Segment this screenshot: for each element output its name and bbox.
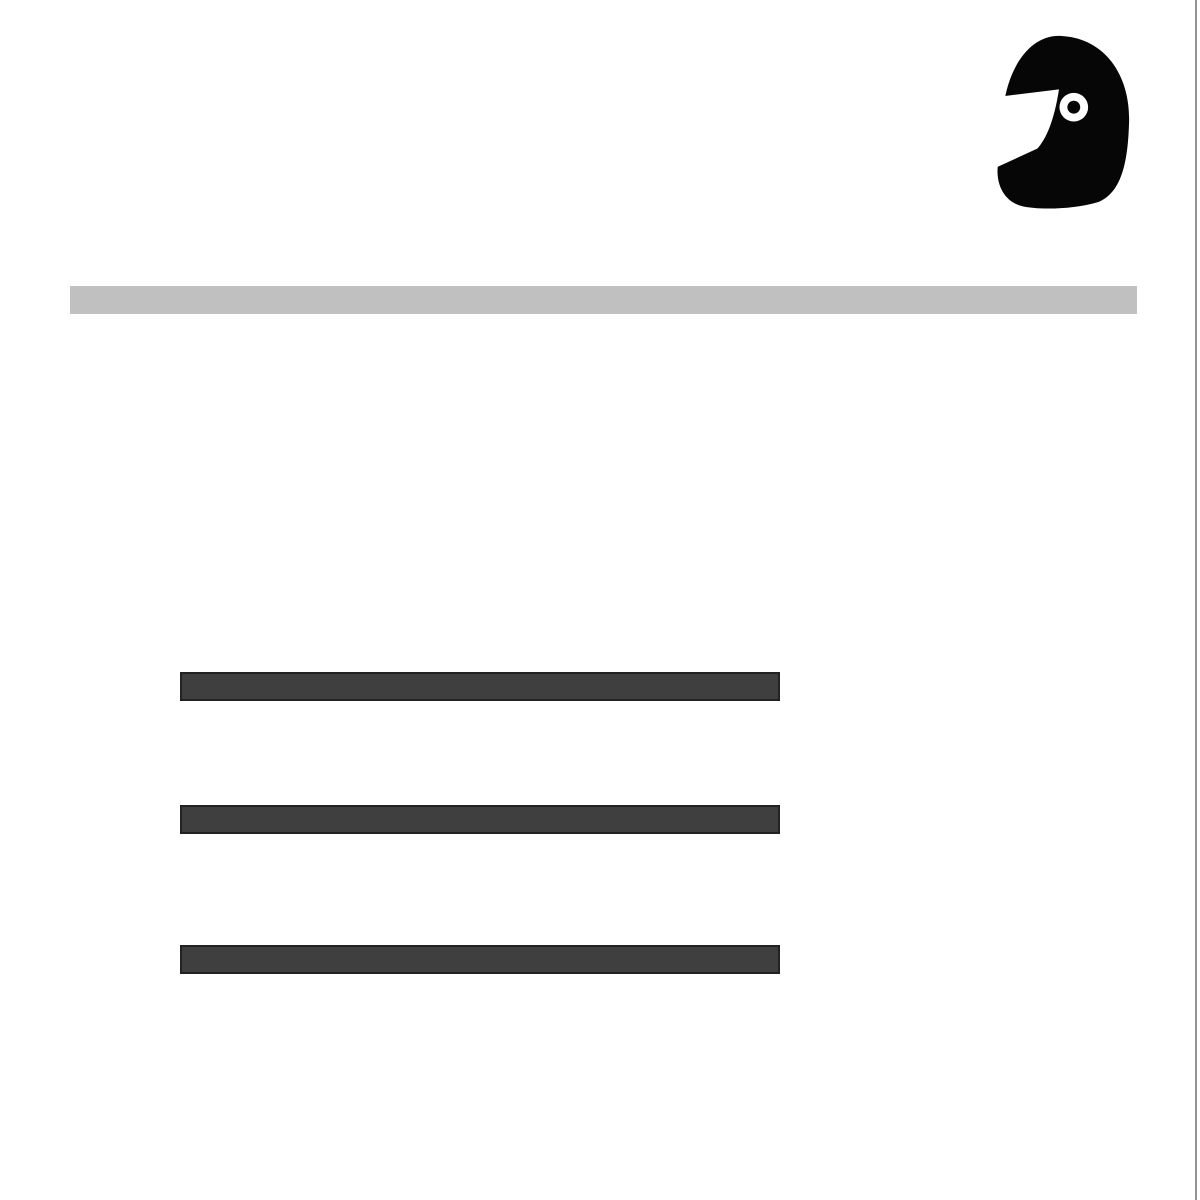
- helmet-icon: [978, 30, 1136, 216]
- helmet-section: [70, 945, 780, 976]
- main-table-columns: [70, 286, 1137, 314]
- shoes-section: [70, 672, 780, 703]
- main-table-size-groups: [70, 252, 1137, 286]
- gloves-section: [70, 805, 780, 838]
- image-edge-line: [1195, 0, 1197, 1200]
- gloves-title-bar: [180, 805, 780, 834]
- shoes-title-bar: [180, 672, 780, 701]
- main-size-table: [70, 252, 1137, 314]
- helmet-title-bar: [180, 945, 780, 974]
